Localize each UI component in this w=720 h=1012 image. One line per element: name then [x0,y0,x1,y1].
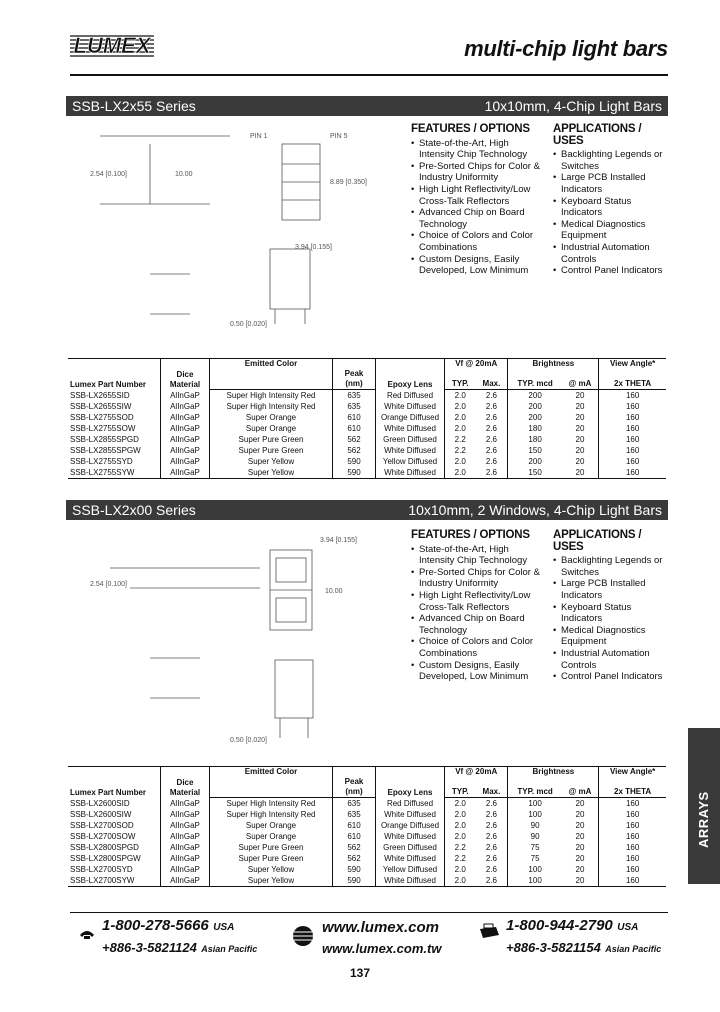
web-usa-block[interactable] [322,919,439,937]
table-cell: 160 [599,875,666,887]
application-item: • Backlighting Legends or Switches [553,149,668,172]
th-vf: Vf @ 20mA [445,767,508,778]
dim-label-3: 8.89 [0.350] [330,179,367,186]
dim-label-5: 0.50 [0.020] [230,321,267,328]
application-item: • Industrial Automation Controls [553,648,668,671]
table-cell: 590 [333,456,376,467]
table-cell: 20 [575,843,585,852]
table-cell: 90 [508,831,562,842]
table-cell: 2.6 [485,435,497,444]
application-item: • Keyboard Status Indicators [553,602,668,625]
table-row [68,401,666,412]
table-cell: 160 [599,390,666,402]
feature-item: • Choice of Colors and Color Combinations [411,636,546,659]
table-cell: 2.6 [485,810,497,819]
fax-icon [478,923,500,941]
table-cell: White Diffused [376,809,445,820]
table-cell: White Diffused [376,853,445,864]
table-cell: 2.0 [445,820,476,831]
table-cell: SSB-LX2700SOW [70,832,136,841]
section1-bar [66,96,668,116]
table-cell: 2.6 [485,821,497,830]
table-cell: White Diffused [376,401,445,412]
page-header [70,28,668,76]
section1-applications [553,124,668,277]
table-cell: 562 [333,853,376,864]
table-cell: 635 [333,390,376,402]
th-brightness: Brightness [508,767,599,778]
table-cell: SSB-LX2755SYW [70,468,135,477]
table-cell: 610 [333,423,376,434]
feature-item: • High Light Reflectivity/Low Cross-Talk Reflectors [411,184,546,207]
application-item: • Industrial Automation Controls [553,242,668,265]
fax-usa-label: USA [617,922,639,933]
lumex-logo [70,30,154,60]
table-cell: 2.0 [445,467,476,479]
table-cell: 160 [599,434,666,445]
table-cell: 160 [599,820,666,831]
table-cell: 2.0 [445,864,476,875]
table-cell: Super Pure Green [210,853,333,864]
table-cell: 610 [333,412,376,423]
th-theta: 2x THETA [599,369,666,390]
table-cell: 20 [575,821,585,830]
applications-title: APPLICATIONS / USES [553,123,642,147]
th-brightness: Brightness [508,359,599,370]
table-cell: 160 [599,412,666,423]
table-cell: 20 [575,402,585,411]
phone-usa-label: USA [213,922,235,933]
feature-item: • High Light Reflectivity/Low Cross-Talk Reflectors [411,590,546,613]
table-cell: 160 [599,864,666,875]
table-row [68,842,666,853]
table-cell: 160 [599,842,666,853]
table-cell: 20 [575,424,585,433]
table-cell: White Diffused [376,467,445,479]
section2-subtitle: 10x10mm, 2 Windows, 4-Chip Light Bars [408,502,662,518]
table-cell: Super High Intensity Red [210,809,333,820]
table-cell: Super High Intensity Red [210,401,333,412]
th-peak: Peak (nm) [333,369,376,390]
table-cell: 100 [508,798,562,810]
phone-usa: 1-800-278-5666 [102,917,209,934]
table-row [68,412,666,423]
th-dice: Dice Material [161,359,210,390]
table-cell: 200 [508,401,562,412]
feature-item: • Advanced Chip on Board Technology [411,207,546,230]
th-part: Lumex Part Number [70,379,147,389]
section1-parts-table [68,358,666,479]
table-cell: 90 [508,820,562,831]
table-cell: 100 [508,809,562,820]
fax-usa-block [506,917,638,935]
table-cell: 610 [333,831,376,842]
table-cell: 160 [599,423,666,434]
table-cell: 2.6 [485,424,497,433]
fax-usa: 1-800-944-2790 [506,917,613,934]
fax-ap-label: Asian Pacific [605,944,662,954]
web-ap-block[interactable] [322,940,441,958]
th-vf: Vf @ 20mA [445,359,508,370]
phone-ap-block [102,939,257,957]
dim-label-1: 3.94 [0.155] [295,244,332,251]
table-row [68,467,666,479]
features-title: FEATURES / OPTIONS [411,123,530,135]
section1-series: SSB-LX2x55 Series [72,98,196,114]
table-cell: 2.6 [485,876,497,885]
feature-item: • Advanced Chip on Board Technology [411,613,546,636]
table-cell: Super Orange [210,412,333,423]
table-cell: 2.0 [445,390,476,402]
dim-label-2: 10.00 [175,171,193,178]
dim-label-2: 10.00 [325,588,343,595]
table-cell: 635 [333,809,376,820]
table-cell: 2.6 [485,391,497,400]
table-cell: 200 [508,456,562,467]
side-tab-label: ARRAYS [696,791,711,848]
table-cell: AlInGaP [161,853,210,864]
globe-icon [292,925,314,947]
features-title: FEATURES / OPTIONS [411,529,530,541]
table-cell: SSB-LX2700SYD [70,865,133,874]
table-cell: 562 [333,842,376,853]
table-cell: SSB-LX2755SOW [70,424,136,433]
fax-ap-block [506,939,661,957]
table-cell: 2.0 [445,809,476,820]
table-cell: SSB-LX2700SOD [70,821,134,830]
section2-features [411,530,546,683]
table-cell: 160 [599,853,666,864]
table-cell: 160 [599,401,666,412]
table-cell: 200 [508,390,562,402]
section2-applications [553,530,668,683]
table-row [68,864,666,875]
section-side-tab [688,728,720,884]
table-cell: 160 [599,798,666,810]
table-cell: 2.6 [485,854,497,863]
table-cell: Red Diffused [376,390,445,402]
section2-drawing [70,528,400,750]
table-cell: 150 [508,445,562,456]
feature-item: • Custom Designs, Easily Developed, Low Minimum [411,254,546,277]
table-cell: Super Orange [210,831,333,842]
table-cell: White Diffused [376,875,445,887]
page-number: 137 [349,966,371,980]
web-usa-link[interactable]: www.lumex.com [322,919,439,936]
section1-drawing [70,124,400,346]
logo-text: LUMEX [73,33,151,58]
section1-subtitle: 10x10mm, 4-Chip Light Bars [484,98,662,114]
feature-item: • Pre-Sorted Chips for Color & Industry Uniformity [411,161,546,184]
table-cell: AlInGaP [161,445,210,456]
table-cell: Super Yellow [210,864,333,875]
table-cell: 2.6 [485,832,497,841]
table-row [68,820,666,831]
application-item: • Keyboard Status Indicators [553,196,668,219]
th-epoxy: Epoxy Lens [376,359,445,390]
table-cell: 20 [575,391,585,400]
table-cell: Red Diffused [376,798,445,810]
section2-bar [66,500,668,520]
th-typ: TYP. [445,777,476,798]
table-cell: AlInGaP [161,820,210,831]
table-cell: SSB-LX2855SPGD [70,435,139,444]
th-at-ma: @ mA [562,369,599,390]
table-cell: White Diffused [376,831,445,842]
table-row [68,423,666,434]
application-item: • Large PCB Installed Indicators [553,172,668,195]
table-cell: 2.6 [485,843,497,852]
th-theta: 2x THETA [599,777,666,798]
table-cell: 20 [575,810,585,819]
dim-label-4: 0.50 [0.020] [230,737,267,744]
th-emitted: Emitted Color [210,767,333,778]
table-cell: 2.0 [445,798,476,810]
table-cell: 20 [575,435,585,444]
table-cell: 160 [599,445,666,456]
table-cell: Super Pure Green [210,445,333,456]
table-cell: Green Diffused [376,842,445,853]
table-cell: 160 [599,831,666,842]
th-part: Lumex Part Number [70,787,147,797]
table-cell: AlInGaP [161,456,210,467]
dim-label-4: 2.54 [0.100] [90,171,127,178]
phone-ap-label: Asian Pacific [201,944,258,954]
table-cell: SSB-LX2755SYD [70,457,133,466]
section2-parts-table [68,766,666,887]
table-cell: AlInGaP [161,467,210,479]
application-item: • Medical Diagnostics Equipment [553,625,668,648]
table-cell: AlInGaP [161,434,210,445]
application-item: • Medical Diagnostics Equipment [553,219,668,242]
application-item: • Control Panel Indicators [553,671,668,683]
phone-usa-block [102,917,234,935]
table-cell: Super Pure Green [210,434,333,445]
table-cell: Orange Diffused [376,820,445,831]
th-view: View Angle* [599,767,666,778]
table-cell: Orange Diffused [376,412,445,423]
table-row [68,456,666,467]
feature-item: • Custom Designs, Easily Developed, Low Minimum [411,660,546,683]
table-cell: 2.0 [445,831,476,842]
table-cell: 2.0 [445,401,476,412]
table-cell: SSB-LX2600SIW [70,810,132,819]
application-item: • Large PCB Installed Indicators [553,578,668,601]
table-cell: Super Pure Green [210,842,333,853]
table-row [68,831,666,842]
table-cell: 20 [575,832,585,841]
table-cell: 160 [599,456,666,467]
table-cell: 635 [333,798,376,810]
table-cell: AlInGaP [161,390,210,402]
table-cell: 2.6 [485,468,497,477]
table-cell: Yellow Diffused [376,864,445,875]
applications-title: APPLICATIONS / USES [553,529,642,553]
fax-ap: +886-3-5821154 [506,940,601,955]
th-view: View Angle* [599,359,666,370]
pin5-label: PIN 5 [330,133,348,140]
pin1-label: PIN 1 [250,133,268,140]
table-cell: 75 [508,853,562,864]
table-cell: 610 [333,820,376,831]
th-typ-mcd: TYP. mcd [508,369,562,390]
table-cell: SSB-LX2855SPGW [70,446,141,455]
table-cell: AlInGaP [161,412,210,423]
table-cell: SSB-LX2655SIW [70,402,132,411]
table-cell: SSB-LX2600SID [70,798,130,808]
table-cell: 20 [575,854,585,863]
table-cell: Super Orange [210,820,333,831]
table-cell: 180 [508,434,562,445]
phone-icon [78,923,96,941]
th-dice: Dice Material [161,767,210,798]
feature-item: • State-of-the-Art, High Intensity Chip Technology [411,138,546,161]
table-cell: 635 [333,401,376,412]
table-cell: 2.2 [445,434,476,445]
table-cell: 150 [508,467,562,479]
th-max: Max. [475,777,507,798]
table-cell: 590 [333,875,376,887]
table-cell: 160 [599,467,666,479]
table-cell: 2.2 [445,842,476,853]
table-cell: 2.2 [445,445,476,456]
dim-label-3: 2.54 [0.100] [90,581,127,588]
table-row [68,853,666,864]
section1-features [411,124,546,277]
table-cell: 2.6 [485,799,497,808]
table-cell: SSB-LX2655SID [70,390,130,400]
table-cell: 2.0 [445,412,476,423]
table-cell: Yellow Diffused [376,456,445,467]
table-cell: 2.2 [445,853,476,864]
table-cell: Super Yellow [210,456,333,467]
section1-dimension-drawing [70,124,400,346]
th-max: Max. [475,369,507,390]
table-cell: 160 [599,809,666,820]
table-cell: SSB-LX2800SPGD [70,843,139,852]
table-cell: 2.6 [485,413,497,422]
table-cell: Super High Intensity Red [210,798,333,810]
th-typ: TYP. [445,369,476,390]
table-cell: Super Orange [210,423,333,434]
table-cell: 20 [575,413,585,422]
table-cell: 562 [333,434,376,445]
th-typ-mcd: TYP. mcd [508,777,562,798]
table-cell: AlInGaP [161,864,210,875]
table-cell: AlInGaP [161,798,210,810]
feature-item: • State-of-the-Art, High Intensity Chip Technology [411,544,546,567]
table-cell: White Diffused [376,445,445,456]
table-cell: 2.6 [485,865,497,874]
table-cell: 20 [575,446,585,455]
table-cell: Green Diffused [376,434,445,445]
table-cell: 2.6 [485,457,497,466]
table-cell: SSB-LX2755SOD [70,413,134,422]
table-row [68,390,666,402]
table-cell: 590 [333,467,376,479]
table-cell: AlInGaP [161,831,210,842]
table-cell: 20 [575,799,585,808]
table-row [68,875,666,887]
phone-ap: +886-3-5821124 [102,940,197,955]
table-cell: 100 [508,864,562,875]
table-cell: 20 [575,865,585,874]
th-emitted: Emitted Color [210,359,333,370]
table-cell: 180 [508,423,562,434]
dim-label-1: 3.94 [0.155] [320,537,357,544]
table-cell: 2.6 [485,446,497,455]
table-cell: Super Yellow [210,875,333,887]
table-cell: SSB-LX2800SPGW [70,854,141,863]
page-footer [70,912,668,963]
section2-dimension-drawing [70,528,400,750]
table-cell: 20 [575,468,585,477]
table-cell: 2.0 [445,456,476,467]
web-ap-link[interactable]: www.lumex.com.tw [322,941,442,956]
table-cell: AlInGaP [161,423,210,434]
table-cell: 2.0 [445,423,476,434]
table-row [68,809,666,820]
table-cell: 200 [508,412,562,423]
th-peak: Peak (nm) [333,777,376,798]
application-item: • Control Panel Indicators [553,265,668,277]
table-cell: 2.6 [485,402,497,411]
table-row [68,434,666,445]
table-cell: 590 [333,864,376,875]
table-cell: SSB-LX2700SYW [70,876,135,885]
table-cell: 2.0 [445,875,476,887]
table-cell: 100 [508,875,562,887]
table-cell: Super Yellow [210,467,333,479]
table-cell: AlInGaP [161,875,210,887]
table-cell: Super High Intensity Red [210,390,333,402]
table-cell: 20 [575,876,585,885]
feature-item: • Pre-Sorted Chips for Color & Industry Uniformity [411,567,546,590]
table-row [68,798,666,810]
application-item: • Backlighting Legends or Switches [553,555,668,578]
table-cell: AlInGaP [161,842,210,853]
th-epoxy: Epoxy Lens [376,767,445,798]
table-row [68,445,666,456]
feature-item: • Choice of Colors and Color Combinations [411,230,546,253]
section2-series: SSB-LX2x00 Series [72,502,196,518]
table-cell: AlInGaP [161,809,210,820]
table-cell: 562 [333,445,376,456]
table-cell: 75 [508,842,562,853]
table-cell: White Diffused [376,423,445,434]
th-at-ma: @ mA [562,777,599,798]
table-cell: 20 [575,457,585,466]
page-title: multi-chip light bars [464,36,668,61]
table-cell: AlInGaP [161,401,210,412]
